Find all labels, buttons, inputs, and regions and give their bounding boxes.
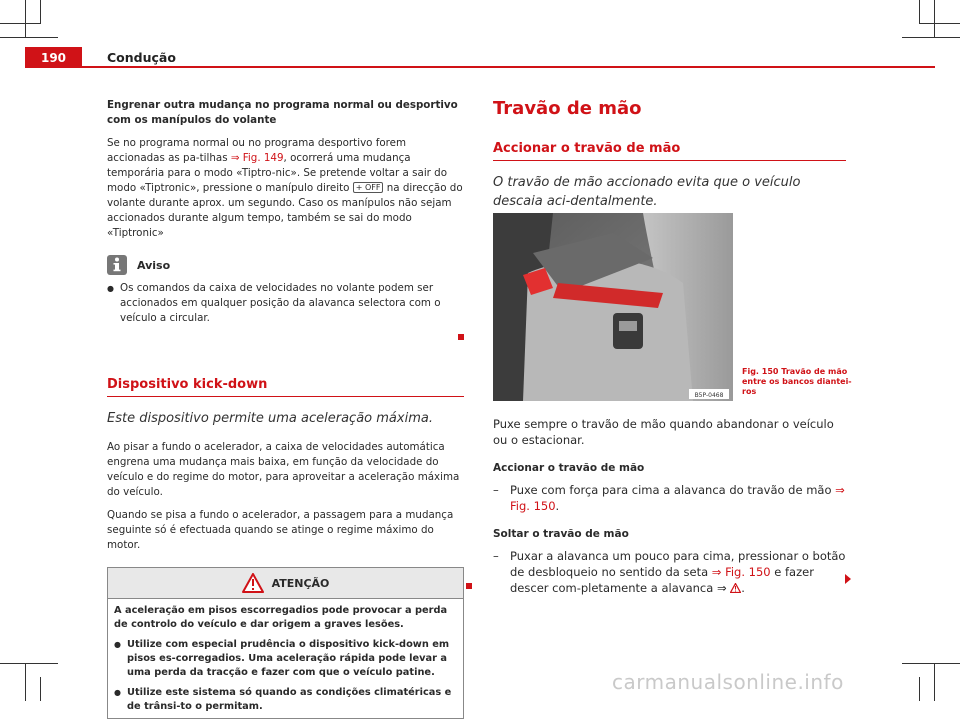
right-column-body [493, 416, 846, 596]
info-note-icon [107, 255, 127, 275]
crop-mark [0, 663, 58, 664]
crop-mark [919, 0, 920, 24]
warning-text: A aceleração em pisos escorregadios pode provocar a perda de controlo do veículo e dar origem a graves lesões. [114, 605, 448, 630]
section-title-handbrake: Accionar o travão de mão [493, 141, 846, 161]
step-text-part: . [741, 581, 745, 595]
crop-mark [25, 0, 26, 38]
crop-mark [0, 37, 58, 38]
photo-code: B5P-0468 [694, 392, 724, 399]
warning-box [107, 567, 464, 719]
dash-symbol: – [493, 483, 499, 497]
paragraph-text: na direcção do volante durante aprox. um segundo. Caso os manípulos não sejam accionados durante algum tempo, também se sai do modo «Tiptronic» [107, 182, 463, 239]
figure-link[interactable]: ⇒ Fig. 150 [711, 565, 771, 579]
crop-mark [40, 677, 41, 701]
left-column [107, 98, 464, 719]
right-column-top [493, 141, 846, 223]
crop-mark [0, 23, 41, 24]
note-heading [107, 255, 464, 275]
warning-bullet-text: Utilize este sistema só quando as condições climatéricas e de trânsi-to o permitam. [127, 687, 452, 712]
crop-mark [919, 23, 960, 24]
warning-header [108, 568, 463, 599]
paragraph-text: Se no programa normal ou no programa desportivo forem accionadas as pa-tilhas [107, 137, 407, 164]
crop-mark [40, 0, 41, 24]
paragraph-paddles [107, 136, 464, 241]
warning-bullet [114, 686, 457, 714]
step-text-part: Puxe com força para cima a alavanca do travão de mão [510, 483, 836, 497]
section-lead-kickdown: Este dispositivo permite uma aceleração máxima. [107, 411, 433, 426]
figure-caption: Fig. 150 Travão de mão entre os bancos diantei-ros [742, 367, 852, 396]
crop-mark [919, 677, 920, 701]
page-section-title: Travão de mão [493, 98, 642, 119]
note-end [107, 330, 464, 345]
warning-triangle-icon [242, 573, 264, 593]
plus-off-key-symbol: + OFF [353, 182, 384, 193]
step-text-part: . [555, 499, 560, 513]
continue-arrow-icon [845, 574, 851, 584]
warning-bullet-text: Utilize com especial prudência o dispositivo kick-down em pisos es-corregadios. Uma aceleração rápida pode levar a uma perda da tracção e fazer com que o veículo patine. [127, 639, 450, 678]
crop-mark [902, 37, 960, 38]
crop-mark [25, 663, 26, 701]
figure-link[interactable]: ⇒ Fig. 149 [230, 152, 284, 164]
subheading-apply: Accionar o travão de mão [493, 462, 645, 474]
step-text [510, 548, 846, 596]
crop-mark [934, 0, 935, 38]
end-of-section-marker [466, 583, 472, 589]
paragraph-handbrake: Puxe sempre o travão de mão quando abandonar o veículo ou o estacionar. [493, 417, 834, 447]
figure-link[interactable]: ⇒ Fig. 150 [510, 483, 845, 513]
bullet-symbol: ● [114, 640, 121, 649]
step-text [510, 482, 846, 514]
crop-mark [934, 663, 935, 701]
watermark: carmanualsonline.info [612, 670, 844, 694]
note-text: Os comandos da caixa de velocidades no volante podem ser accionados em qualquer posição da alavanca selectora com o veículo a circular. [120, 282, 441, 324]
warning-title: ATENÇÃO [271, 576, 330, 590]
handbrake-photo [493, 213, 733, 401]
dash-symbol: – [493, 549, 499, 563]
paragraph-kickdown-2: Quando se pisa a fundo o acelerador, a passagem para a mudança seguinte só é efectuada quando se atinge o regime máximo do motor. [107, 509, 454, 551]
step-text-part: e fazer descer com-pletamente a alavanca ⇒ [510, 565, 814, 595]
subheading-paddles: Engrenar outra mudança no programa normal ou desportivo com os manípulos do volante [107, 99, 458, 126]
note-title: Aviso [137, 258, 171, 272]
step-release [493, 548, 846, 596]
page-number: 190 [25, 47, 82, 68]
bullet-symbol: ● [114, 688, 121, 697]
paragraph-kickdown-1: Ao pisar a fundo o acelerador, a caixa de velocidades automática engrena uma mudança mais baixa, em função da velocidade do veículo e do regime do motor, para aproveitar a aceleração máxima do veículo. [107, 441, 460, 498]
bullet-symbol: ● [107, 284, 114, 293]
crop-mark [902, 663, 960, 664]
step-apply [493, 482, 846, 514]
note-bullet [107, 281, 464, 326]
warning-body [108, 599, 463, 718]
end-of-section-marker [458, 334, 464, 340]
step-text-part: Puxar a alavanca um pouco para cima, pressionar o botão de desbloqueio no sentido da seta [510, 549, 846, 579]
section-lead-handbrake: O travão de mão accionado evita que o veículo descaia aci-dentalmente. [493, 175, 801, 209]
section-title-kickdown: Dispositivo kick-down [107, 377, 464, 397]
warning-triangle-icon [730, 583, 741, 593]
warning-bullet [114, 638, 457, 680]
header-rule [25, 66, 935, 68]
subheading-release: Soltar o travão de mão [493, 528, 629, 540]
chapter-title: Condução [107, 50, 176, 65]
paragraph-text: , ocorrerá uma mudança temporária para o modo «Tiptro-nic». Se pretende voltar a sair do modo «Tiptronic», pressione o manípulo direito [107, 152, 448, 194]
